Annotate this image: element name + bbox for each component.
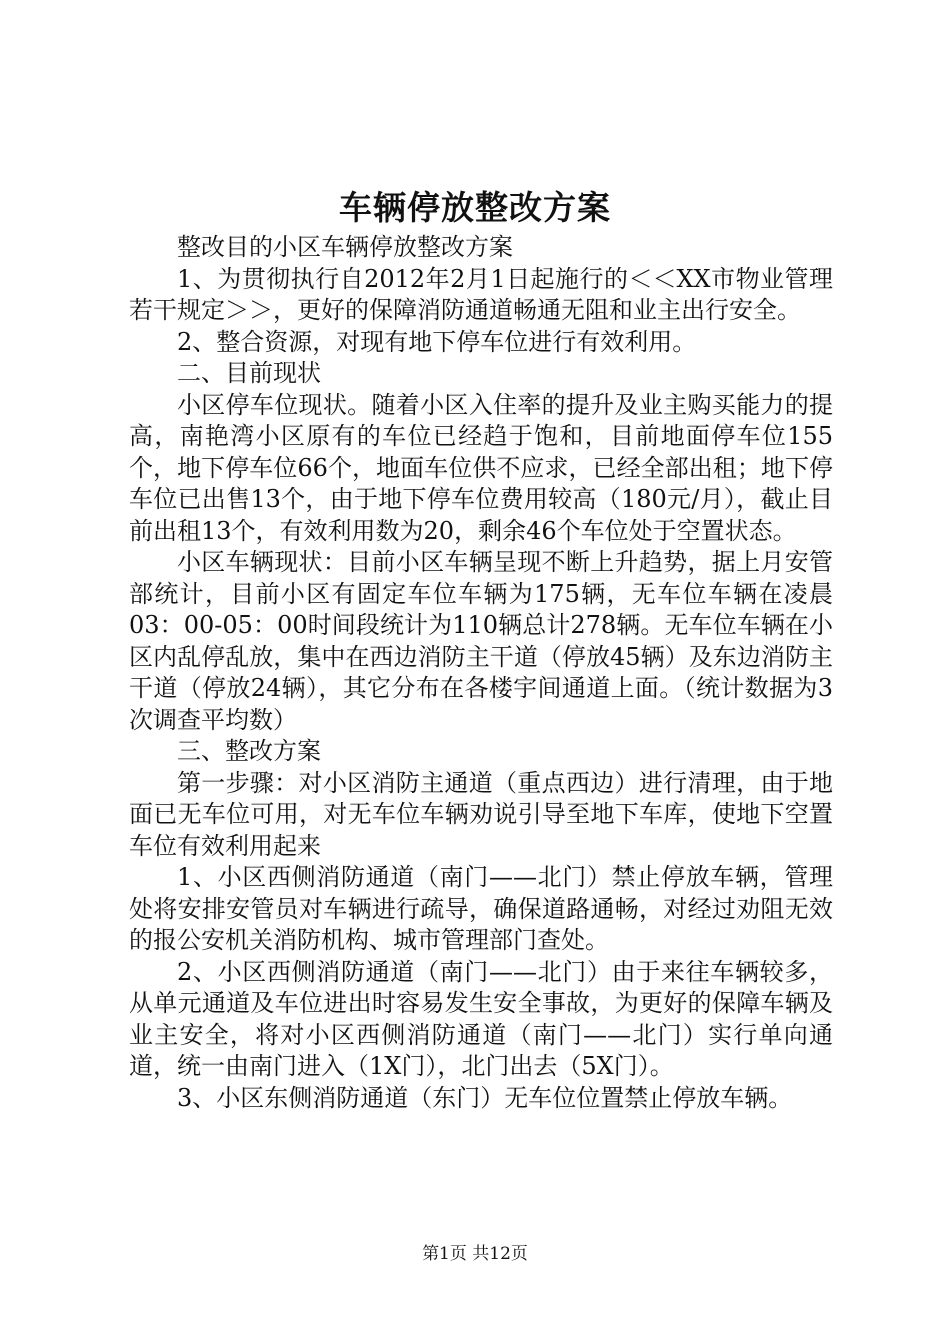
paragraph: 小区停车位现状。随着小区入住率的提升及业主购买能力的提高，南艳湾小区原有的车位已经趋于饱和，目前地面停车位155个，地下停车位66个，地面车位供不应求，已经全部出租；地下停车位已出售13个，由于地下停车位费用较高（180元/月），截止目前出租13个，有效利用数为20，剩余46个车位处于空置状态。 (129, 390, 833, 545)
page-number-footer: 第1页 共12页 (422, 1244, 528, 1264)
paragraph: 3、小区东侧消防通道（东门）无车位位置禁止停放车辆。 (177, 1083, 793, 1112)
document-body (129, 232, 833, 1114)
paragraph: 1、为贯彻执行自2012年2月1日起施行的＜＜XX市物业管理若干规定＞＞，更好的保障消防通道畅通无阻和业主出行安全。 (129, 264, 833, 324)
document-title: 车辆停放整改方案 (339, 188, 611, 227)
section-heading: 二、目前现状 (177, 359, 321, 387)
paragraph: 小区车辆现状：目前小区车辆呈现不断上升趋势，据上月安管部统计，目前小区有固定车位车辆为175辆，无车位车辆在凌晨03：00-05：00时间段统计为110辆总计278辆。无车位车辆在小区内乱停乱放，集中在西边消防主干道（停放45辆）及东边消防主干道（停放24辆），其它分布在各楼宇间通道上面。（统计数据为3次调查平均数） (129, 548, 833, 734)
paragraph: 整改目的小区车辆停放整改方案 (177, 233, 513, 261)
paragraph: 2、小区西侧消防通道（南门——北门）由于来往车辆较多，从单元通道及车位进出时容易发生安全事故，为更好的保障车辆及业主安全，将对小区西侧消防通道（南门——北门）实行单向通道，统一由南门进入（1X门），北门出去（5X门）。 (129, 957, 833, 1080)
section-heading: 三、整改方案 (177, 737, 321, 765)
paragraph: 2、整合资源，对现有地下停车位进行有效利用。 (177, 327, 697, 356)
paragraph: 1、小区西侧消防通道（南门——北门）禁止停放车辆，管理处将安排安管员对车辆进行疏导，确保道路通畅，对经过劝阻无效的报公安机关消防机构、城市管理部门查处。 (129, 863, 833, 954)
paragraph: 第一步骤：对小区消防主通道（重点西边）进行清理，由于地面已无车位可用，对无车位车辆劝说引导至地下车库，使地下空置车位有效利用起来 (129, 768, 833, 860)
